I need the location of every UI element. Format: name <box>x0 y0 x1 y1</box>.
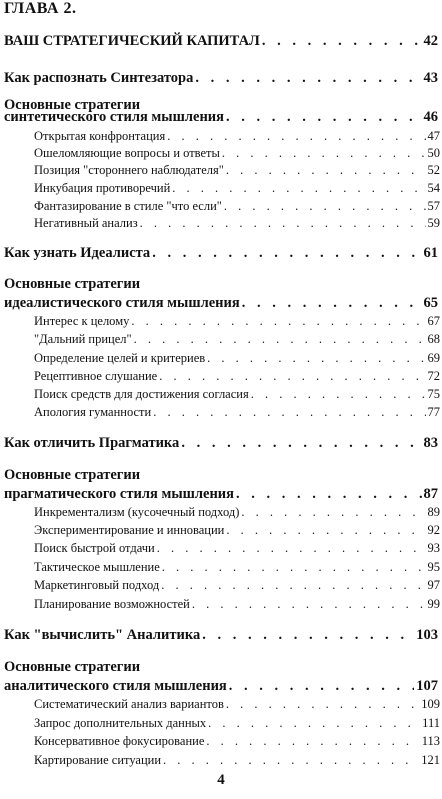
entry-page-number: 72 <box>427 369 440 383</box>
dot-leader <box>161 578 425 593</box>
entry-title: Систематический анализ вариантов <box>34 697 224 711</box>
toc-section-entry[interactable] <box>4 678 438 695</box>
entry-page-number: 111 <box>422 716 440 730</box>
toc-subsection-entry[interactable] <box>34 351 440 366</box>
toc-section-entry[interactable] <box>4 295 438 312</box>
dot-leader <box>192 597 426 612</box>
entry-title: Тактическое мышление <box>34 560 160 574</box>
entry-title: идеалистического стиля мышления <box>4 295 240 311</box>
dot-leader <box>140 216 426 231</box>
entry-title: Консервативное фокусирование <box>34 734 205 748</box>
toc-subsection-entry[interactable] <box>34 560 440 575</box>
entry-title: Ошеломляющие вопросы и ответы <box>34 146 220 160</box>
entry-page-number: 67 <box>427 314 440 328</box>
dot-leader <box>181 435 421 452</box>
entry-page-number: 83 <box>423 435 438 451</box>
chapter-heading: ГЛАВА 2. <box>4 0 77 17</box>
toc-subsection-entry[interactable] <box>34 697 440 712</box>
toc-subsection-entry[interactable] <box>34 181 440 196</box>
page-number: 4 <box>217 772 225 788</box>
entry-title: Открытая конфронтация <box>34 129 166 143</box>
entry-page-number: 97 <box>427 578 440 592</box>
entry-page-number: 107 <box>416 678 438 694</box>
toc-subsection-entry[interactable] <box>34 541 440 556</box>
entry-page-number: 99 <box>427 597 440 611</box>
dot-leader <box>163 753 419 768</box>
entry-title: Как распознать Синтезатора <box>4 70 194 86</box>
entry-title: Запрос дополнительных данных <box>34 716 207 730</box>
toc-section-entry[interactable] <box>4 33 438 50</box>
entry-page-number: 68 <box>427 332 440 346</box>
entry-title: Поиск средств для достижения согласия <box>34 387 249 401</box>
dot-leader <box>226 163 426 178</box>
toc-subsection-entry[interactable] <box>34 523 440 538</box>
entry-page-number: 50 <box>427 146 440 160</box>
entry-page-number: 43 <box>423 70 438 86</box>
toc-section-entry[interactable] <box>4 245 438 262</box>
toc-subsection-entry[interactable] <box>34 578 440 593</box>
entry-title: Апология гуманности <box>34 405 152 419</box>
dot-leader <box>251 387 426 402</box>
toc-subsection-entry[interactable] <box>34 314 440 329</box>
entry-page-number: 59 <box>427 216 440 230</box>
dot-leader <box>242 295 422 312</box>
entry-page-number: 61 <box>423 245 438 261</box>
dot-leader <box>134 332 426 347</box>
entry-page-number: 47 <box>427 129 440 143</box>
section-heading: Основные стратегии <box>4 276 141 292</box>
entry-page-number: 69 <box>427 351 440 365</box>
entry-title: ВАШ СТРАТЕГИЧЕСКИЙ КАПИТАЛ <box>4 33 260 49</box>
toc-subsection-entry[interactable] <box>34 505 440 520</box>
dot-leader <box>206 734 419 749</box>
dot-leader <box>241 505 425 520</box>
dot-leader <box>157 541 426 556</box>
entry-title: Рецептивное слушание <box>34 369 158 383</box>
toc-subsection-entry[interactable] <box>34 199 440 214</box>
dot-leader <box>162 560 426 575</box>
entry-title: прагматического стиля мышления <box>4 486 235 502</box>
dot-leader <box>195 70 421 87</box>
entry-page-number: 121 <box>421 753 440 767</box>
entry-title: Фантазирование в стиле "что если" <box>34 199 222 213</box>
entry-page-number: 113 <box>421 734 440 748</box>
entry-title: Как "вычислить" Аналитика <box>4 627 201 643</box>
entry-title: Негативный анализ <box>34 216 138 230</box>
entry-title: аналитического стиля мышления <box>4 678 227 694</box>
toc-subsection-entry[interactable] <box>34 753 440 768</box>
dot-leader <box>229 678 414 695</box>
entry-page-number: 57 <box>427 199 440 213</box>
entry-title: "Дальний прицел" <box>34 332 132 346</box>
toc-subsection-entry[interactable] <box>34 216 440 231</box>
entry-page-number: 95 <box>427 560 440 574</box>
dot-leader <box>262 33 422 50</box>
dot-leader <box>131 314 425 329</box>
section-heading: Основные стратегии <box>4 659 141 675</box>
entry-title: Инкубация противоречий <box>34 181 171 195</box>
entry-title: Как отличить Прагматика <box>4 435 180 451</box>
dot-leader <box>207 351 425 366</box>
entry-page-number: 77 <box>427 405 440 419</box>
dot-leader <box>159 369 425 384</box>
entry-title: Как узнать Идеалиста <box>4 245 151 261</box>
entry-page-number: 75 <box>427 387 440 401</box>
toc-section-entry[interactable] <box>4 627 438 644</box>
dot-leader <box>226 697 419 712</box>
dot-leader <box>222 146 426 161</box>
entry-title: Экспериментирование и инновации <box>34 523 225 537</box>
dot-leader <box>224 199 426 214</box>
toc-section-entry[interactable] <box>4 70 438 87</box>
entry-title: Инкрементализм (кусочечный подход) <box>34 505 240 519</box>
toc-subsection-entry[interactable] <box>34 129 440 144</box>
section-heading: Основные стратегии <box>4 97 141 113</box>
entry-page-number: 65 <box>423 295 438 311</box>
entry-title: Картирование ситуации <box>34 753 162 767</box>
entry-title: Определение целей и критериев <box>34 351 206 365</box>
dot-leader <box>172 181 425 196</box>
dot-leader <box>226 523 425 538</box>
section-heading: Основные стратегии <box>4 467 141 483</box>
dot-leader <box>236 486 421 503</box>
entry-page-number: 103 <box>416 627 438 643</box>
dot-leader <box>226 109 422 126</box>
toc-section-entry[interactable] <box>4 486 438 503</box>
toc-section-entry[interactable] <box>4 109 438 126</box>
entry-page-number: 87 <box>423 486 438 502</box>
entry-page-number: 92 <box>427 523 440 537</box>
toc-subsection-entry[interactable] <box>34 405 440 420</box>
toc-section-entry[interactable] <box>4 435 438 452</box>
toc-subsection-entry[interactable] <box>34 332 440 347</box>
toc-subsection-entry[interactable] <box>34 734 440 749</box>
dot-leader <box>153 405 425 420</box>
dot-leader <box>167 129 425 144</box>
entry-page-number: 54 <box>427 181 440 195</box>
entry-title: Маркетинговый подход <box>34 578 160 592</box>
toc-subsection-entry[interactable] <box>34 716 440 731</box>
entry-title: Интерес к целому <box>34 314 130 328</box>
entry-title: Позиция "стороннего наблюдателя" <box>34 163 224 177</box>
toc-subsection-entry[interactable] <box>34 369 440 384</box>
entry-page-number: 52 <box>427 163 440 177</box>
toc-subsection-entry[interactable] <box>34 387 440 402</box>
entry-page-number: 89 <box>427 505 440 519</box>
dot-leader <box>152 245 421 262</box>
entry-page-number: 46 <box>423 109 438 125</box>
toc-subsection-entry[interactable] <box>34 146 440 161</box>
entry-title: Планирование возможностей <box>34 597 190 611</box>
entry-title: синтетического стиля мышления <box>4 109 224 125</box>
entry-page-number: 42 <box>423 33 438 49</box>
entry-title: Поиск быстрой отдачи <box>34 541 155 555</box>
entry-page-number: 109 <box>421 697 440 711</box>
dot-leader <box>202 627 414 644</box>
toc-subsection-entry[interactable] <box>34 163 440 178</box>
dot-leader <box>208 716 420 731</box>
toc-subsection-entry[interactable] <box>34 597 440 612</box>
entry-page-number: 93 <box>427 541 440 555</box>
